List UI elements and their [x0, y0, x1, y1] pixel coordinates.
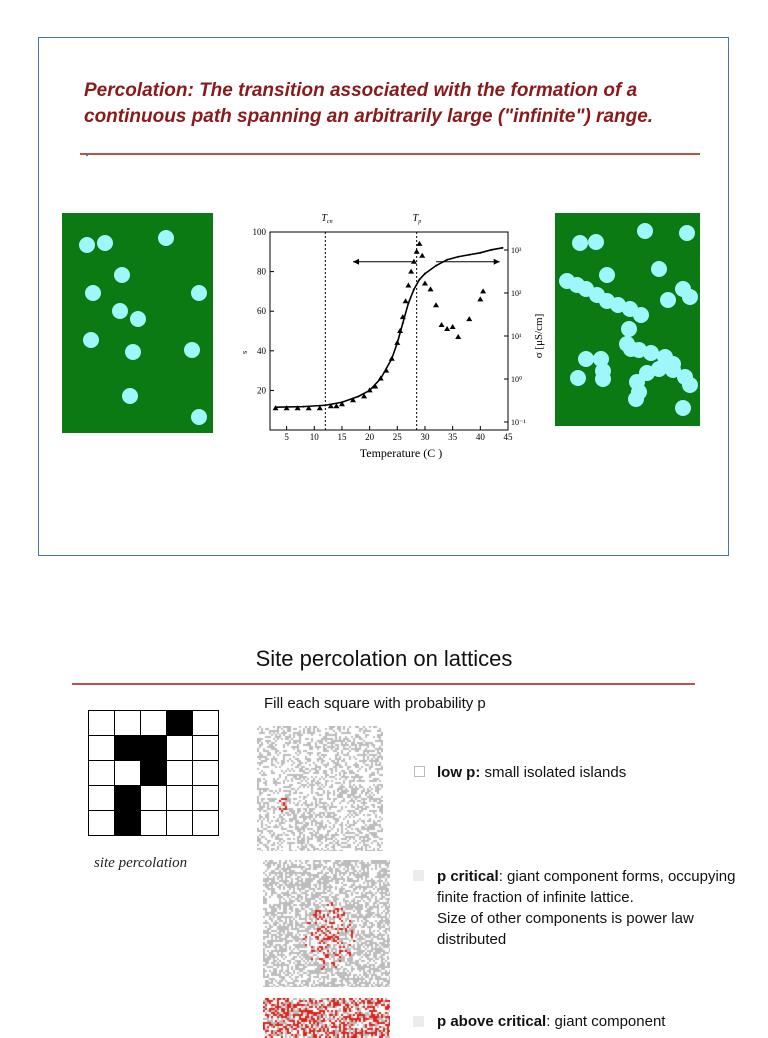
x-tick-label: 35	[448, 432, 458, 442]
percolation-chart	[236, 205, 546, 465]
y-axis-label-right: σ [μS/cm]	[533, 313, 545, 359]
disc	[679, 225, 695, 241]
grid-cell	[89, 736, 115, 761]
grid-cell	[115, 736, 141, 761]
disc	[191, 409, 207, 425]
x-axis-label: Temperature (C )	[359, 446, 443, 460]
bullet-critical-p: p critical: giant component forms, occupying finite fraction of infinite lattice. Size of other components is power law distributed	[437, 868, 736, 948]
data-point-dot	[396, 342, 398, 344]
grid-cell	[115, 786, 141, 811]
x-tick-label: 10	[309, 432, 319, 442]
data-point-triangle	[450, 324, 456, 329]
y-tick-label: 40	[257, 345, 266, 356]
data-point-dot	[435, 265, 437, 267]
y-right-tick-label: 10⁻¹	[511, 418, 526, 427]
disc	[588, 234, 604, 250]
data-point-dot	[479, 252, 481, 254]
disc	[631, 384, 647, 400]
grid-cell	[167, 786, 193, 811]
data-point-dot	[402, 322, 404, 324]
y-tick-label: 60	[257, 306, 266, 317]
grid-cell	[193, 761, 219, 786]
grid-cell	[141, 711, 167, 736]
data-point-triangle	[455, 334, 461, 339]
disc	[578, 351, 594, 367]
disc	[621, 321, 637, 337]
data-point-dot	[490, 249, 492, 251]
data-point-triangle	[477, 296, 483, 301]
data-point-triangle	[439, 322, 445, 327]
grid-cell	[141, 761, 167, 786]
x-tick-label: 5	[284, 432, 289, 442]
data-point-dot	[413, 288, 415, 290]
grid-cell	[193, 811, 219, 836]
y-tick-label: 80	[257, 266, 266, 277]
data-point-dot	[341, 401, 343, 403]
data-point-dot	[275, 406, 277, 408]
data-point-triangle	[422, 280, 428, 285]
x-tick-label: 45	[503, 432, 513, 442]
data-point-triangle	[466, 316, 472, 321]
data-point-triangle	[444, 326, 450, 331]
grid-cell	[115, 811, 141, 836]
y-right-tick-label: 10²	[511, 289, 522, 298]
data-point-dot	[424, 273, 426, 275]
data-point-dot	[407, 302, 409, 304]
disc	[79, 237, 95, 253]
disc	[637, 223, 653, 239]
disc	[125, 344, 141, 360]
grid-cell	[89, 811, 115, 836]
data-point-dot	[501, 247, 503, 249]
disc	[85, 285, 101, 301]
grid-cell	[141, 786, 167, 811]
data-point-dot	[418, 279, 420, 281]
data-point-dot	[369, 389, 371, 391]
bullet-dot	[86, 154, 88, 156]
y-right-tick-label: 10¹	[511, 332, 522, 341]
section-subtitle: Fill each square with probability p	[264, 695, 486, 712]
data-point-dot	[446, 259, 448, 261]
grid-cell	[193, 711, 219, 736]
data-point-triangle	[405, 282, 411, 287]
arrow-head	[494, 259, 500, 265]
grid-caption: site percolation	[94, 855, 188, 871]
disc	[599, 267, 615, 283]
data-point-triangle	[416, 241, 422, 246]
grid-cell	[193, 736, 219, 761]
disc	[595, 371, 611, 387]
bullet-square-icon	[413, 1016, 424, 1027]
bullet-square-icon	[414, 766, 425, 777]
grid-cell	[167, 736, 193, 761]
arrow-head	[353, 259, 359, 265]
disc	[633, 307, 649, 323]
x-tick-label: 30	[420, 432, 430, 442]
x-tick-label: 40	[475, 432, 485, 442]
data-point-dot	[302, 406, 304, 408]
disc	[660, 292, 676, 308]
y-right-tick-label: 10³	[511, 246, 522, 255]
bullet-high-p: p above critical: giant component	[437, 1013, 666, 1030]
data-point-dot	[468, 254, 470, 256]
grid-cell	[167, 811, 193, 836]
disc	[122, 388, 138, 404]
fit-line	[276, 248, 503, 407]
disc	[114, 267, 130, 283]
lattice-low-p	[257, 726, 383, 851]
lattice-high-p	[263, 998, 390, 1038]
data-point-dot	[457, 256, 459, 258]
grid-cell	[115, 711, 141, 736]
y-tick-label: 20	[257, 385, 266, 396]
data-point-triangle	[408, 269, 414, 274]
y-right-tick-label: 10⁰	[511, 375, 523, 384]
x-tick-label: 15	[337, 432, 347, 442]
grid-cell	[89, 786, 115, 811]
disc	[184, 342, 200, 358]
data-point-dot	[324, 404, 326, 406]
grid-cell	[167, 711, 193, 736]
disc	[675, 400, 691, 416]
data-point-triangle	[414, 249, 420, 254]
y-axis-label-left: s	[241, 350, 250, 354]
grid-cell	[89, 711, 115, 736]
disc	[112, 303, 128, 319]
disc	[97, 235, 113, 251]
section-divider	[72, 683, 695, 685]
bullet-low-p: low p: small isolated islands	[437, 764, 627, 781]
disc	[191, 285, 207, 301]
grid-cell	[89, 761, 115, 786]
slide-title: Percolation: The transition associated with the formation of a continuous path spanning an arbitrarily large ("infinite") range.	[84, 80, 654, 127]
grid-cell	[167, 761, 193, 786]
annotation-label: $T_p$	[412, 213, 422, 225]
isolated-discs-illustration	[62, 213, 213, 433]
grid-cell	[115, 761, 141, 786]
lattice-critical-p	[263, 860, 390, 987]
data-point-triangle	[419, 253, 425, 258]
disc	[570, 370, 586, 386]
grid-cell	[141, 736, 167, 761]
percolating-discs-illustration	[555, 213, 700, 426]
disc	[651, 261, 667, 277]
data-point-triangle	[433, 302, 439, 307]
bullet-square-icon	[413, 870, 424, 881]
grid-cell	[141, 811, 167, 836]
title-divider	[80, 153, 700, 155]
disc	[682, 289, 698, 305]
disc	[572, 235, 588, 251]
data-point-dot	[391, 358, 393, 360]
section-title: Site percolation on lattices	[255, 646, 513, 671]
annotation-label: $T_{cn}$	[321, 213, 333, 225]
grid-cell	[193, 786, 219, 811]
data-point-triangle	[480, 288, 486, 293]
x-tick-label: 20	[365, 432, 375, 442]
site-percolation-grid	[88, 710, 219, 836]
data-point-dot	[358, 395, 360, 397]
disc	[130, 311, 146, 327]
disc	[158, 230, 174, 246]
data-point-dot	[380, 378, 382, 380]
y-tick-label: 100	[252, 227, 266, 237]
data-point-triangle	[428, 286, 434, 291]
disc	[682, 377, 698, 393]
disc	[83, 332, 99, 348]
x-tick-label: 25	[392, 432, 402, 442]
